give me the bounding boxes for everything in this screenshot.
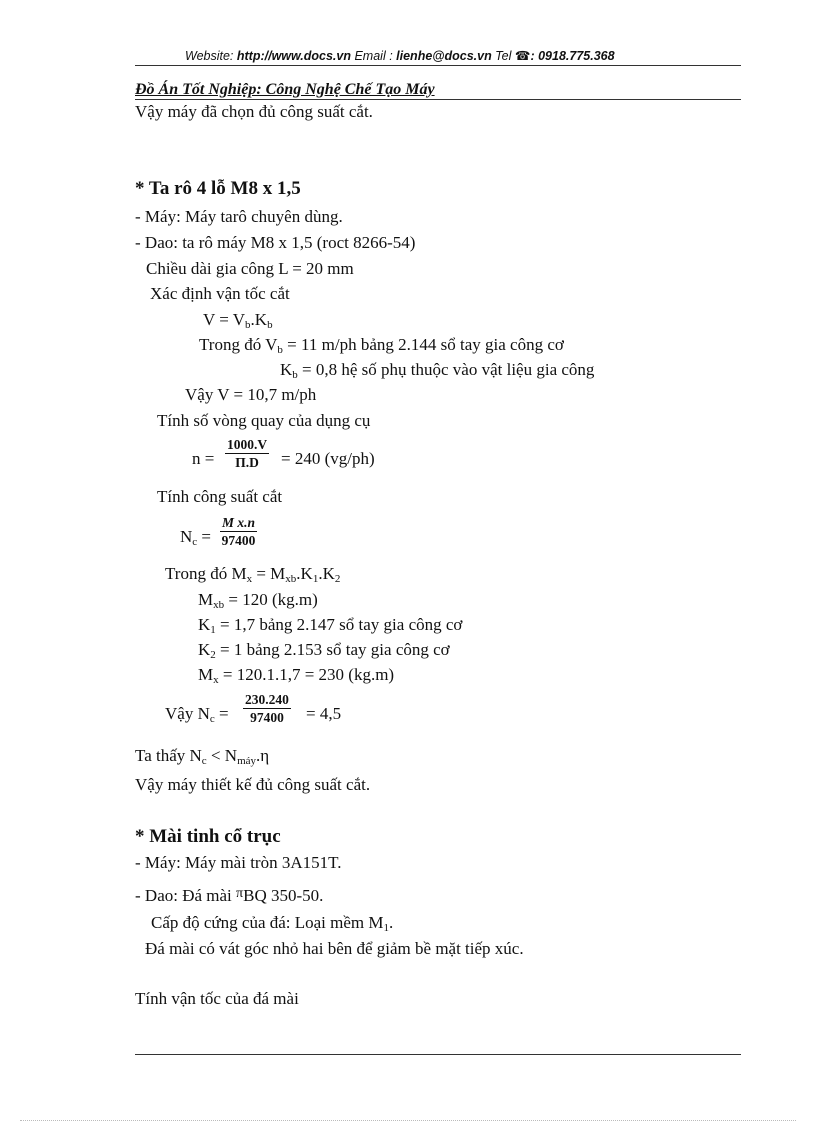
formula-n-rhs: = 240 (vg/ph) <box>281 449 375 468</box>
title-rule <box>135 99 741 100</box>
line-trong-do-mx: Trong đó $M_x = M_{xb}.K_1.K_2$ <box>165 564 341 585</box>
line-tinh-cong-suat: Tính công suất cắt <box>157 487 283 506</box>
line-tinh-van-toc: Tính vận tốc của đá mài <box>135 989 299 1008</box>
line-tinh-so-vong: Tính số vòng quay của dụng cụ <box>157 411 371 430</box>
fraction-nc-denominator: 97400 <box>221 533 256 548</box>
line-dao-da-mai: - Dao: Đá mài $^\pi$BQ 350-50. <box>135 886 324 905</box>
line-k2: $K_2 = 1$ bảng 2.153 sổ tay gia công cơ <box>198 640 450 661</box>
line-mx: $M_x = 120.1.1,7 = 230$ (kg.m) <box>198 665 395 686</box>
formula-nc-lhs: $N_c$ = <box>180 527 212 548</box>
phone-icon: ☎ <box>514 49 531 63</box>
fraction-n-denominator: Π.D <box>235 455 259 470</box>
formula-n-lhs: n = <box>192 449 215 468</box>
page-header <box>185 48 615 63</box>
fraction-n-numerator: 1000.V <box>227 437 268 452</box>
fraction-nc-numerator: M x.n <box>222 515 256 530</box>
fraction-n <box>225 437 269 470</box>
line-mxb: $M_{xb} = 120$ (kg.m) <box>198 590 318 611</box>
line-may: - Máy: Máy tarô chuyên dùng. <box>135 207 343 226</box>
line-cap-do: Cấp độ cứng của đá: Loại mềm $M_1$. <box>151 913 394 934</box>
fraction-nc <box>220 515 257 548</box>
document-title: Đồ Án Tốt Nghiệp: Công Nghệ Chế Tạo Máy <box>135 81 435 98</box>
header-rule <box>135 65 741 66</box>
intro-line: Vậy máy đã chọn đủ công suất cắt. <box>135 102 373 121</box>
line-trong-do-vb: Trong đó $V_b = 11$ m/ph bảng 2.144 sổ tay gia công cơ <box>199 335 564 356</box>
footer-rule <box>135 1054 741 1055</box>
formula-vay-nc-rhs: = 4,5 <box>306 704 342 723</box>
section-heading-taro: * Ta rô 4 lỗ M8 x 1,5 <box>135 178 301 199</box>
formula-vay-nc-lhs: Vậy $N_c$ = <box>165 704 229 725</box>
fraction-vay-nc <box>243 692 291 725</box>
website-link[interactable]: http://www.docs.vn <box>236 49 351 63</box>
email-label: Email : <box>351 49 397 63</box>
line-ket-luan: Vậy máy thiết kế đủ công suất cắt. <box>135 775 371 794</box>
email-link[interactable]: lienhe@docs.vn <box>396 49 492 63</box>
line-dao: - Dao: ta rô máy M8 x 1,5 (roct 8266-54) <box>135 233 416 252</box>
line-k1: $K_1 = 1,7$ bảng 2.147 sổ tay gia công cơ <box>198 615 463 636</box>
fraction-vay-nc-denominator: 97400 <box>250 710 284 725</box>
line-kb: $K_b = 0,8$ hệ số phụ thuộc vào vật liệu gia công <box>280 360 595 381</box>
line-xac-dinh: Xác định vận tốc cắt <box>150 284 290 303</box>
website-label: Website: <box>185 49 237 63</box>
tel-label: Tel <box>491 49 515 63</box>
pi-symbol: π <box>236 886 244 901</box>
tel-number: : 0918.775.368 <box>530 49 615 63</box>
formula-v: $V = V_b.K_b$ <box>203 310 273 331</box>
page-edge-dots <box>20 1120 796 1121</box>
line-da-mai: Đá mài có vát góc nhỏ hai bên để giảm bề mặt tiếp xúc. <box>145 939 524 958</box>
section-heading-mai-tinh: * Mài tinh cổ trục <box>135 826 281 847</box>
fraction-vay-nc-numerator: 230.240 <box>245 692 289 707</box>
line-vay-v: Vậy V = 10,7 m/ph <box>185 385 317 404</box>
line-may-mai: - Máy: Máy mài tròn 3A151T. <box>135 853 342 872</box>
line-ta-thay: Ta thấy $N_c < N_{máy}.\eta$ <box>135 746 270 767</box>
line-chieu-dai: Chiều dài gia công L = 20 mm <box>146 259 354 278</box>
